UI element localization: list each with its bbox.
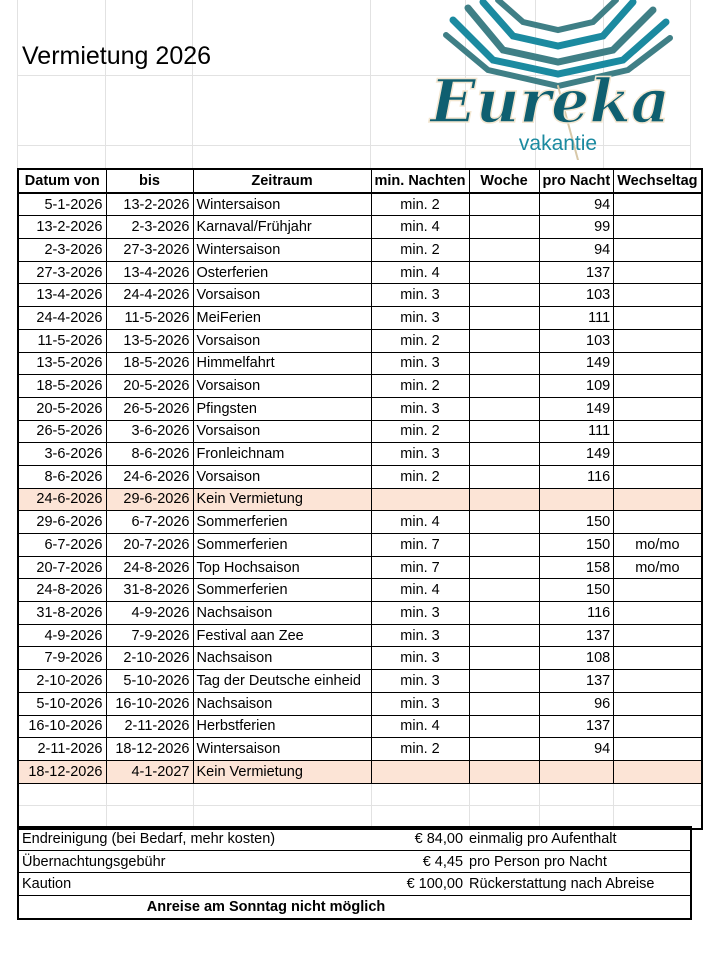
fee-label: Kaution	[18, 873, 371, 896]
cell-bis: 4-1-2027	[106, 760, 193, 783]
cell-von: 18-5-2026	[18, 375, 106, 398]
cell-zeitraum: Kein Vermietung	[193, 760, 371, 783]
cell-woche	[469, 397, 539, 420]
fee-amount: € 4,45	[371, 850, 466, 873]
cell-woche	[469, 647, 539, 670]
cell-wechsel	[614, 488, 702, 511]
cell-von: 27-3-2026	[18, 261, 106, 284]
cell-wechsel	[614, 329, 702, 352]
cell-nacht: 116	[539, 602, 614, 625]
cell-woche	[469, 488, 539, 511]
cell-wechsel	[614, 261, 702, 284]
cell-woche	[469, 738, 539, 761]
empty-cell	[106, 783, 193, 806]
cell-nacht: 111	[539, 307, 614, 330]
column-header-bis: bis	[106, 169, 193, 193]
table-row	[18, 670, 702, 693]
cell-zeitraum: Vorsaison	[193, 284, 371, 307]
logo-wordmark: Eureka	[430, 67, 670, 137]
cell-zeitraum: Nachsaison	[193, 647, 371, 670]
cell-zeitraum: Top Hochsaison	[193, 556, 371, 579]
cell-von: 11-5-2026	[18, 329, 106, 352]
cell-min: min. 4	[371, 511, 469, 534]
table-row	[18, 738, 702, 761]
cell-nacht	[539, 488, 614, 511]
cell-min: min. 2	[371, 329, 469, 352]
cell-zeitraum: Tag der Deutsche einheid	[193, 670, 371, 693]
cell-nacht: 109	[539, 375, 614, 398]
column-header-wechseltag: Wechseltag	[614, 169, 702, 193]
column-header-zeitraum: Zeitraum	[193, 169, 371, 193]
cell-zeitraum: Wintersaison	[193, 239, 371, 262]
cell-nacht: 94	[539, 738, 614, 761]
cell-bis: 24-8-2026	[106, 556, 193, 579]
cell-min: min. 3	[371, 670, 469, 693]
cell-woche	[469, 239, 539, 262]
cell-von: 8-6-2026	[18, 465, 106, 488]
column-header-pro-nacht: pro Nacht	[539, 169, 614, 193]
cell-woche	[469, 670, 539, 693]
cell-wechsel	[614, 397, 702, 420]
page-title: Vermietung 2026	[22, 42, 212, 70]
cell-bis: 3-6-2026	[106, 420, 193, 443]
cell-min: min. 3	[371, 624, 469, 647]
cell-zeitraum: Himmelfahrt	[193, 352, 371, 375]
cell-von: 3-6-2026	[18, 443, 106, 466]
table-row	[18, 534, 702, 557]
fee-note: einmalig pro Aufenthalt	[466, 827, 691, 850]
cell-woche	[469, 465, 539, 488]
cell-woche	[469, 193, 539, 216]
cell-woche	[469, 352, 539, 375]
cell-nacht: 137	[539, 670, 614, 693]
cell-nacht: 94	[539, 239, 614, 262]
cell-nacht: 149	[539, 397, 614, 420]
table-row	[18, 488, 702, 511]
cell-woche	[469, 420, 539, 443]
gridline	[105, 0, 106, 168]
cell-zeitraum: Vorsaison	[193, 420, 371, 443]
cell-von: 20-7-2026	[18, 556, 106, 579]
cell-nacht: 150	[539, 579, 614, 602]
cell-von: 24-8-2026	[18, 579, 106, 602]
cell-woche	[469, 692, 539, 715]
table-row	[18, 216, 702, 239]
cell-zeitraum: Kein Vermietung	[193, 488, 371, 511]
cell-min: min. 2	[371, 239, 469, 262]
footer-note: Anreise am Sonntag nicht möglich	[18, 896, 691, 919]
cell-bis: 18-5-2026	[106, 352, 193, 375]
table-row	[18, 556, 702, 579]
cell-wechsel	[614, 307, 702, 330]
cell-von: 16-10-2026	[18, 715, 106, 738]
cell-bis: 2-3-2026	[106, 216, 193, 239]
cell-woche	[469, 284, 539, 307]
cell-nacht: 103	[539, 329, 614, 352]
cell-nacht: 137	[539, 715, 614, 738]
cell-von: 31-8-2026	[18, 602, 106, 625]
cell-bis: 6-7-2026	[106, 511, 193, 534]
cell-bis: 13-4-2026	[106, 261, 193, 284]
cell-woche	[469, 602, 539, 625]
cell-wechsel	[614, 715, 702, 738]
cell-woche	[469, 261, 539, 284]
column-header-woche: Woche	[469, 169, 539, 193]
cell-nacht: 149	[539, 443, 614, 466]
cell-bis: 26-5-2026	[106, 397, 193, 420]
cell-min: min. 4	[371, 261, 469, 284]
cell-von: 20-5-2026	[18, 397, 106, 420]
cell-wechsel	[614, 284, 702, 307]
cell-woche	[469, 443, 539, 466]
header-row	[18, 169, 702, 193]
cell-bis: 27-3-2026	[106, 239, 193, 262]
table-row	[18, 307, 702, 330]
rental-table	[17, 168, 703, 830]
cell-zeitraum: Vorsaison	[193, 465, 371, 488]
table-row	[18, 443, 702, 466]
fee-note: Rückerstattung nach Abreise	[466, 873, 691, 896]
cell-zeitraum: Karnaval/Frühjahr	[193, 216, 371, 239]
cell-min: min. 7	[371, 534, 469, 557]
cell-zeitraum: Sommerferien	[193, 534, 371, 557]
cell-von: 2-10-2026	[18, 670, 106, 693]
cell-min: min. 2	[371, 420, 469, 443]
fee-amount: € 100,00	[371, 873, 466, 896]
table-row	[18, 375, 702, 398]
cell-nacht: 137	[539, 261, 614, 284]
cell-von: 5-10-2026	[18, 692, 106, 715]
cell-min: min. 4	[371, 579, 469, 602]
cell-von: 24-4-2026	[18, 307, 106, 330]
cell-zeitraum: Wintersaison	[193, 193, 371, 216]
cell-wechsel	[614, 647, 702, 670]
cell-nacht: 116	[539, 465, 614, 488]
cell-wechsel	[614, 760, 702, 783]
cell-von: 2-3-2026	[18, 239, 106, 262]
table-row	[18, 715, 702, 738]
cell-von: 7-9-2026	[18, 647, 106, 670]
cell-wechsel	[614, 670, 702, 693]
empty-cell	[469, 783, 539, 806]
table-row	[18, 352, 702, 375]
eureka-logo	[408, 0, 688, 160]
cell-woche	[469, 579, 539, 602]
cell-wechsel	[614, 511, 702, 534]
cell-min: min. 3	[371, 352, 469, 375]
cell-von: 13-4-2026	[18, 284, 106, 307]
footer-note-row	[18, 896, 691, 919]
cell-min: min. 3	[371, 692, 469, 715]
cell-min: min. 3	[371, 602, 469, 625]
cell-woche	[469, 556, 539, 579]
cell-zeitraum: Herbstferien	[193, 715, 371, 738]
empty-cell	[193, 783, 371, 806]
gridline	[17, 0, 18, 168]
cell-wechsel: mo/mo	[614, 534, 702, 557]
cell-von: 4-9-2026	[18, 624, 106, 647]
cell-wechsel	[614, 375, 702, 398]
fee-note: pro Person pro Nacht	[466, 850, 691, 873]
cell-bis: 13-5-2026	[106, 329, 193, 352]
fee-label: Endreinigung (bei Bedarf, mehr kosten)	[18, 827, 371, 850]
cell-bis: 20-5-2026	[106, 375, 193, 398]
empty-cell	[539, 783, 614, 806]
cell-min: min. 2	[371, 465, 469, 488]
cell-von: 13-2-2026	[18, 216, 106, 239]
cell-zeitraum: Nachsaison	[193, 692, 371, 715]
cell-bis: 31-8-2026	[106, 579, 193, 602]
cell-von: 5-1-2026	[18, 193, 106, 216]
cell-min: min. 3	[371, 443, 469, 466]
cell-bis: 16-10-2026	[106, 692, 193, 715]
cell-nacht: 111	[539, 420, 614, 443]
cell-woche	[469, 624, 539, 647]
cell-woche	[469, 329, 539, 352]
cell-min: min. 4	[371, 715, 469, 738]
cell-bis: 2-10-2026	[106, 647, 193, 670]
table-row	[18, 511, 702, 534]
cell-wechsel	[614, 443, 702, 466]
table-row	[18, 692, 702, 715]
table-row	[18, 420, 702, 443]
cell-zeitraum: MeiFerien	[193, 307, 371, 330]
cell-bis: 2-11-2026	[106, 715, 193, 738]
fee-row	[18, 873, 691, 896]
cell-woche	[469, 216, 539, 239]
table-row	[18, 579, 702, 602]
cell-zeitraum: Festival aan Zee	[193, 624, 371, 647]
cell-nacht: 137	[539, 624, 614, 647]
cell-nacht: 158	[539, 556, 614, 579]
cell-zeitraum: Vorsaison	[193, 329, 371, 352]
cell-wechsel	[614, 602, 702, 625]
cell-zeitraum: Sommerferien	[193, 579, 371, 602]
cell-min: min. 7	[371, 556, 469, 579]
cell-zeitraum: Nachsaison	[193, 602, 371, 625]
cell-nacht: 108	[539, 647, 614, 670]
cell-woche	[469, 760, 539, 783]
cell-nacht: 150	[539, 511, 614, 534]
cell-wechsel	[614, 692, 702, 715]
table-row	[18, 239, 702, 262]
cell-von: 2-11-2026	[18, 738, 106, 761]
table-row	[18, 624, 702, 647]
empty-cell	[18, 783, 106, 806]
cell-woche	[469, 715, 539, 738]
empty-row	[18, 783, 702, 806]
cell-min	[371, 488, 469, 511]
cell-nacht: 103	[539, 284, 614, 307]
cell-bis: 18-12-2026	[106, 738, 193, 761]
table-row	[18, 193, 702, 216]
cell-wechsel	[614, 239, 702, 262]
cell-wechsel	[614, 193, 702, 216]
cell-zeitraum: Sommerferien	[193, 511, 371, 534]
cell-von: 18-12-2026	[18, 760, 106, 783]
table-row	[18, 397, 702, 420]
cell-bis: 29-6-2026	[106, 488, 193, 511]
fee-amount: € 84,00	[371, 827, 466, 850]
cell-bis: 11-5-2026	[106, 307, 193, 330]
cell-min: min. 2	[371, 738, 469, 761]
cell-wechsel	[614, 579, 702, 602]
cell-wechsel	[614, 465, 702, 488]
gridline	[690, 0, 691, 168]
fee-row	[18, 850, 691, 873]
cell-nacht: 149	[539, 352, 614, 375]
cell-nacht: 94	[539, 193, 614, 216]
cell-zeitraum: Vorsaison	[193, 375, 371, 398]
cell-zeitraum: Wintersaison	[193, 738, 371, 761]
table-row	[18, 465, 702, 488]
cell-wechsel	[614, 624, 702, 647]
cell-bis: 20-7-2026	[106, 534, 193, 557]
table-row	[18, 760, 702, 783]
cell-min: min. 2	[371, 375, 469, 398]
cell-woche	[469, 307, 539, 330]
table-row	[18, 261, 702, 284]
table-row	[18, 329, 702, 352]
column-header-datum-von: Datum von	[18, 169, 106, 193]
logo-tagline: vakantie	[518, 132, 598, 155]
cell-min: min. 3	[371, 647, 469, 670]
fee-row	[18, 827, 691, 850]
cell-nacht	[539, 760, 614, 783]
cell-min	[371, 760, 469, 783]
fees-table	[17, 826, 692, 920]
cell-zeitraum: Pfingsten	[193, 397, 371, 420]
cell-woche	[469, 534, 539, 557]
cell-wechsel	[614, 352, 702, 375]
empty-cell	[371, 783, 469, 806]
cell-min: min. 4	[371, 216, 469, 239]
cell-bis: 7-9-2026	[106, 624, 193, 647]
cell-wechsel	[614, 420, 702, 443]
cell-min: min. 3	[371, 284, 469, 307]
umbrella-logo-icon	[408, 0, 688, 160]
cell-woche	[469, 375, 539, 398]
cell-woche	[469, 511, 539, 534]
cell-bis: 24-6-2026	[106, 465, 193, 488]
cell-von: 24-6-2026	[18, 488, 106, 511]
fee-label: Übernachtungsgebühr	[18, 850, 371, 873]
cell-wechsel	[614, 216, 702, 239]
cell-nacht: 150	[539, 534, 614, 557]
table-row	[18, 602, 702, 625]
cell-min: min. 3	[371, 307, 469, 330]
cell-wechsel: mo/mo	[614, 556, 702, 579]
cell-zeitraum: Osterferien	[193, 261, 371, 284]
cell-bis: 8-6-2026	[106, 443, 193, 466]
gridline	[370, 0, 371, 168]
cell-bis: 5-10-2026	[106, 670, 193, 693]
cell-min: min. 3	[371, 397, 469, 420]
cell-von: 13-5-2026	[18, 352, 106, 375]
cell-min: min. 2	[371, 193, 469, 216]
cell-nacht: 96	[539, 692, 614, 715]
gridline	[192, 0, 193, 168]
empty-cell	[614, 783, 702, 806]
cell-wechsel	[614, 738, 702, 761]
cell-von: 6-7-2026	[18, 534, 106, 557]
table-row	[18, 647, 702, 670]
column-header-min-nachten: min. Nachten	[371, 169, 469, 193]
cell-bis: 4-9-2026	[106, 602, 193, 625]
cell-bis: 24-4-2026	[106, 284, 193, 307]
cell-von: 29-6-2026	[18, 511, 106, 534]
cell-von: 26-5-2026	[18, 420, 106, 443]
table-row	[18, 284, 702, 307]
cell-bis: 13-2-2026	[106, 193, 193, 216]
cell-nacht: 99	[539, 216, 614, 239]
cell-zeitraum: Fronleichnam	[193, 443, 371, 466]
